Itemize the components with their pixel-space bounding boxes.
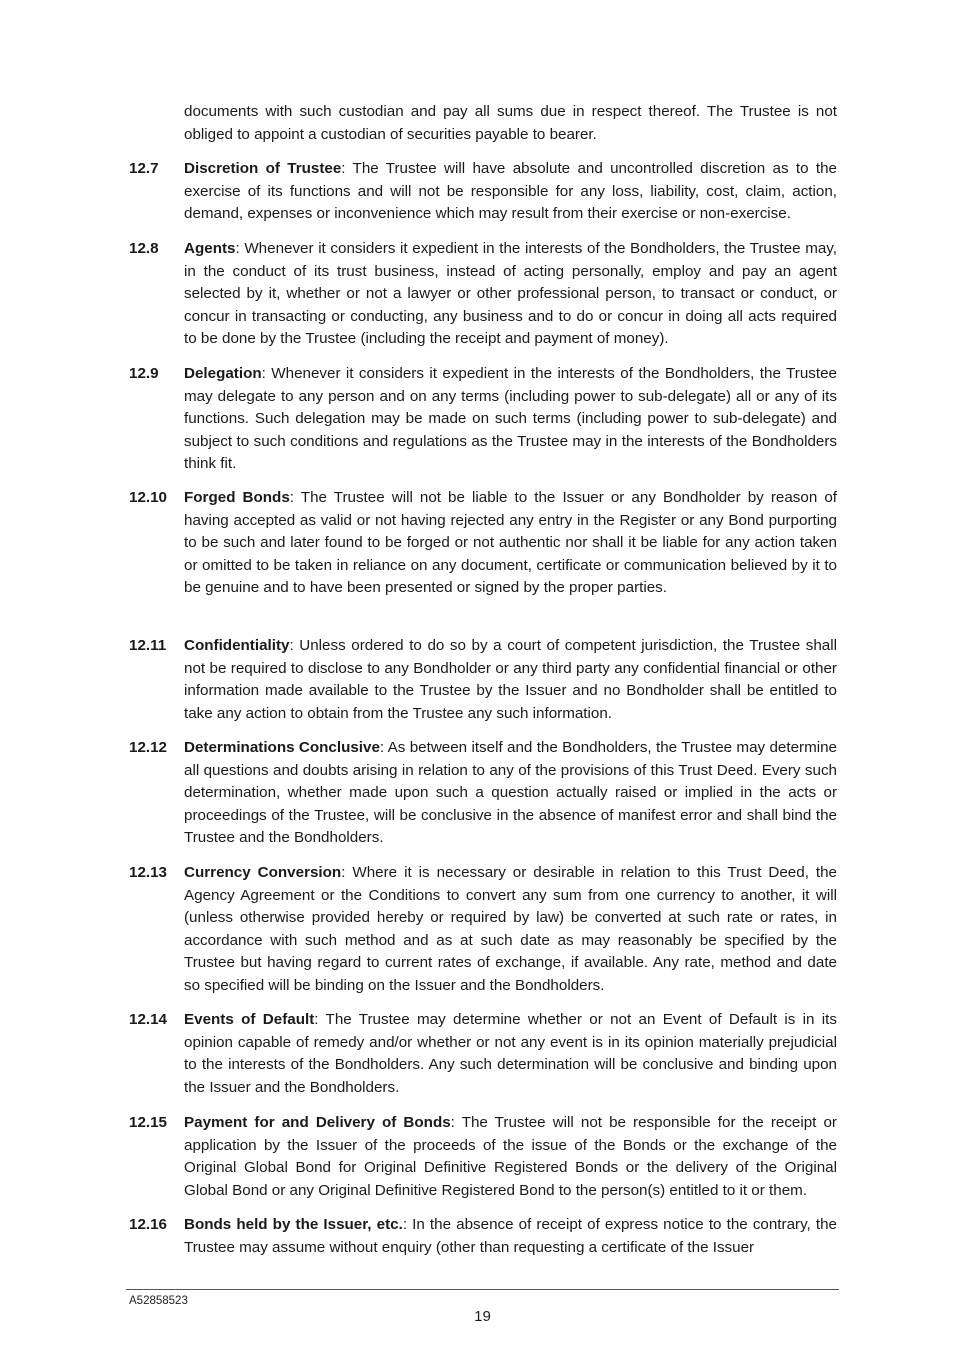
clause-number: 12.11 [129,637,167,654]
clause-heading: Agents [184,240,236,257]
clause-heading: Forged Bonds [184,489,290,506]
clause-12-12 [129,737,837,850]
clause-number: 12.7 [129,160,159,177]
clause-body [184,363,837,476]
clause-12-14 [129,1009,837,1099]
clause-text: : Where it is necessary or desirable in relation to this Trust Deed, the Agency Agreement or the Conditions to convert any sum from one currency to another, it will (unless otherwise provided hereby or required by law) be converted at such rate or rates, in accordance with such method and as at such date as may reasonably be specified by the Trustee but having regard to current rates of exchange, if available. Any rate, method and date so specified will be binding on the Issuer and the Bondholders. [184,864,837,994]
clause-text: : Whenever it considers it expedient in the interests of the Bondholders, the Trustee may, in the conduct of its trust business, instead of acting personally, employ and pay an agent selected by it, whether or not a lawyer or other professional person, to transact or conduct, or concur in transacting or conducting, any business and to do or concur in doing all acts required to be done by the Trustee (including the receipt and payment of money). [184,240,837,348]
clause-heading: Payment for and Delivery of Bonds [184,1114,451,1131]
continuation-paragraph: documents with such custodian and pay all sums due in respect thereof. The Trustee is not obliged to appoint a custodian of securities payable to bearer. [184,103,837,143]
clause-text: : Unless ordered to do so by a court of competent jurisdiction, the Trustee shall not be required to disclose to any Bondholder or any third party any confidential financial or other information made available to the Trustee by the Issuer and no Bondholder shall be entitled to take any action to obtain from the Trustee any such information. [184,637,837,722]
clause-12-8 [129,238,837,351]
clause-12-7 [129,158,837,226]
clause-heading: Currency Conversion [184,864,342,881]
clause-body [184,635,837,725]
clause-number: 12.14 [129,1011,168,1028]
clause-text: : In the absence of receipt of express notice to the contrary, the Trustee may assume without enquiry (other than requesting a certificate of the Issuer [184,1216,837,1256]
clause-heading: Confidentiality [184,637,290,654]
clause-text: : The Trustee may determine whether or not an Event of Default is in its opinion capable of remedy and/or whether or not any event is in its opinion materially prejudicial to the interests of the Bondholders. Any such determination will be conclusive and binding upon the Issuer and the Bondholders. [184,1011,837,1096]
document-reference: A52858523 [129,1295,188,1307]
clause-12-10 [129,487,837,600]
clause-number: 12.12 [129,739,168,756]
footer-divider [126,1289,839,1290]
clause-heading: Delegation [184,365,262,382]
clause-12-11 [129,635,837,725]
clause-number: 12.13 [129,864,168,881]
clause-number: 12.8 [129,240,159,257]
clause-heading: Bonds held by the Issuer, etc. [184,1216,403,1233]
clause-text: : Whenever it considers it expedient in the interests of the Bondholders, the Trustee may delegate to any person and on any terms (including power to sub-delegate) all or any of its functions. Such delegation may be made on such terms (including power to sub-delegate) and subject to such conditions and regulations as the Trustee may in the interests of the Bondholders think fit. [184,365,837,473]
clause-number: 12.10 [129,489,168,506]
clause-number: 12.16 [129,1216,168,1233]
clause-12-16 [129,1214,837,1259]
clause-number: 12.15 [129,1114,168,1131]
clause-text: : The Trustee will not be liable to the Issuer or any Bondholder by reason of having accepted as valid or not having rejected any entry in the Register or any Bond purporting to be such and later found to be forged or not authentic nor shall it be liable for any action taken or omitted to be taken in reliance on any document, certificate or communication believed by it to be genuine and to have been presented or signed by the proper parties. [184,489,837,597]
clause-12-15 [129,1112,837,1202]
clause-number: 12.9 [129,365,159,382]
clause-12-13 [129,862,837,998]
clause-text: : The Trustee will have absolute and uncontrolled discretion as to the exercise of its functions and will not be responsible for any loss, liability, cost, claim, action, demand, expenses or inconvenience which may result from their exercise or non-exercise. [184,160,837,223]
clause-body [184,487,837,600]
clause-text: : The Trustee will not be responsible for the receipt or application by the Issuer of the proceeds of the issue of the Bonds or the exchange of the Original Global Bond for Original Definitive Registered Bonds or the delivery of the Original Global Bond or any Original Definitive Registered Bond to the person(s) entitled to it or them. [184,1114,837,1199]
clause-body [184,862,837,998]
clause-body [184,737,837,850]
clause-heading: Determinations Conclusive [184,739,380,756]
clause-body [184,1009,837,1099]
clause-heading: Discretion of Trustee [184,160,342,177]
page-number: 19 [474,1308,491,1325]
clause-heading: Events of Default [184,1011,315,1028]
clause-text: : As between itself and the Bondholders, the Trustee may determine all questions and doubts arising in relation to any of the provisions of this Trust Deed. Every such determination, whether made upon such a question actually raised or implied in the acts or proceedings of the Trustee, will be conclusive in the absence of manifest error and shall bind the Trustee and the Bondholders. [184,739,837,847]
clause-body [184,238,837,351]
clause-body [184,1112,837,1202]
clause-body [184,158,837,226]
clause-12-9 [129,363,837,476]
clause-body [184,1214,837,1259]
